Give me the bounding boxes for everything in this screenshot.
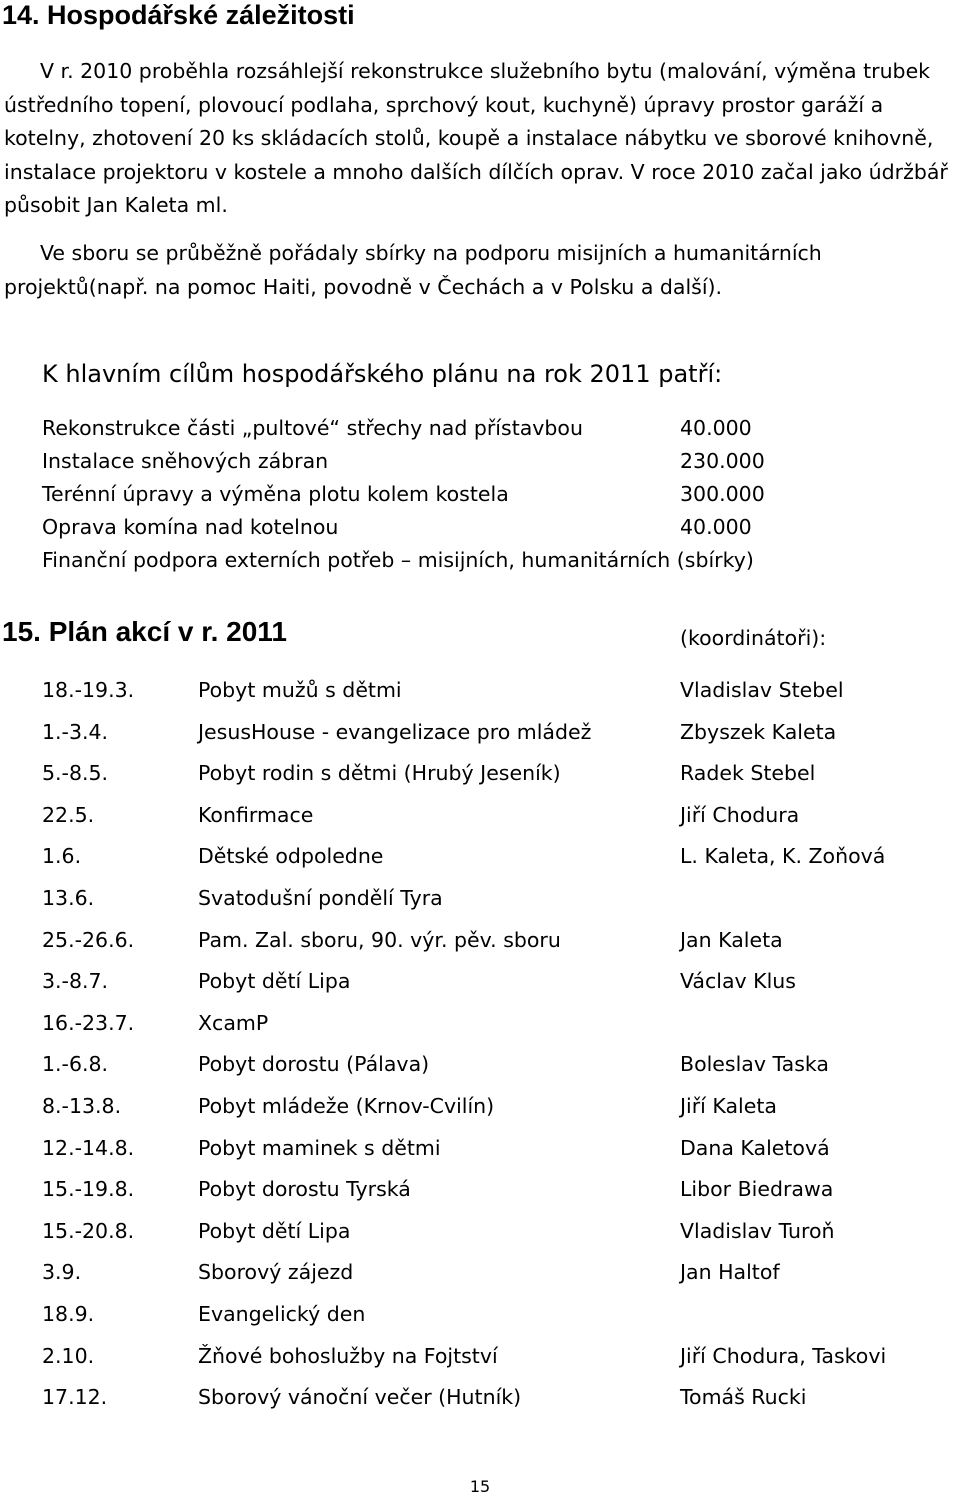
event-date: 1.6.	[42, 844, 82, 869]
event-date: 3.9.	[42, 1260, 82, 1285]
event-date: 25.-26.6.	[42, 927, 135, 952]
event-name: Pobyt rodin s dětmi (Hrubý Jeseník)	[198, 761, 561, 786]
event-date: 8.-13.8.	[42, 1093, 122, 1118]
event-row	[42, 755, 942, 797]
event-name: Pobyt maminek s dětmi	[198, 1135, 441, 1160]
event-name: Žňové bohoslužby na Fojtství	[198, 1343, 498, 1368]
event-name: Pobyt dorostu Tyrská	[198, 1177, 411, 1202]
event-date: 15.-20.8.	[42, 1218, 135, 1243]
section-14-paragraph-2	[4, 237, 956, 304]
event-date: 17.12.	[42, 1385, 108, 1410]
budget-item-label: Instalace sněhových zábran	[42, 449, 329, 473]
event-row	[42, 797, 942, 839]
budget-item	[42, 511, 942, 544]
section-14-heading: 14. Hospodářské záležitosti	[2, 0, 355, 30]
event-row	[42, 1296, 942, 1338]
budget-item-amount: 230.000	[680, 449, 765, 473]
event-coordinator: Jiří Chodura, Taskovi	[680, 1343, 887, 1368]
section-14-paragraph-1	[4, 55, 956, 223]
event-row	[42, 1254, 942, 1296]
event-row	[42, 963, 942, 1005]
event-coordinator: Vladislav Turoň	[680, 1218, 835, 1243]
event-row	[42, 672, 942, 714]
event-coordinator: L. Kaleta, K. Zoňová	[680, 844, 886, 869]
budget-item	[42, 412, 942, 445]
event-name: Konfirmace	[198, 802, 314, 827]
event-coordinator: Vladislav Stebel	[680, 678, 844, 702]
event-date: 16.-23.7.	[42, 1010, 135, 1035]
event-coordinator: Václav Klus	[680, 969, 796, 994]
event-row	[42, 880, 942, 922]
events-table	[42, 672, 942, 1421]
section-15-heading: 15. Plán akcí v r. 2011	[2, 616, 287, 647]
event-coordinator: Dana Kaletová	[680, 1135, 830, 1160]
budget-item-amount: 40.000	[680, 416, 752, 440]
event-row	[42, 838, 942, 880]
coordinators-column-label: (koordinátoři):	[680, 626, 827, 650]
event-name: Pobyt dorostu (Pálava)	[198, 1052, 430, 1077]
budget-list	[42, 412, 942, 577]
event-coordinator: Zbyszek Kaleta	[680, 719, 837, 744]
budget-item-amount: 300.000	[680, 482, 765, 506]
event-coordinator: Jiří Kaleta	[680, 1093, 777, 1118]
event-coordinator: Jiří Chodura	[680, 802, 800, 827]
event-date: 13.6.	[42, 885, 95, 910]
event-row	[42, 1338, 942, 1380]
event-coordinator: Boleslav Taska	[680, 1052, 829, 1077]
event-row	[42, 1379, 942, 1421]
event-name: Evangelický den	[198, 1301, 366, 1326]
budget-item-label: Oprava komína nad kotelnou	[42, 515, 339, 539]
event-row	[42, 1213, 942, 1255]
event-date: 2.10.	[42, 1343, 95, 1368]
event-name: Sborový vánoční večer (Hutník)	[198, 1385, 522, 1410]
paragraph-1-text: V r. 2010 proběhla rozsáhlejší rekonstrukce služebního bytu (malování, výměna trubek ústředního topení, plovoucí podlaha, sprchový kout, kuchyně) úpravy prostor garáží a kotelny, zhotovení 20 ks skládacích stolů, koupě a instalace nábytku ve sborové knihovně, instalace projektoru v kostele a mnoho dalších dílčích oprav. V roce 2010 začal jako údržbář působit Jan Kaleta ml.	[4, 59, 948, 217]
event-row	[42, 714, 942, 756]
budget-item-label: Terénní úpravy a výměna plotu kolem kostela	[42, 482, 509, 506]
event-date: 3.-8.7.	[42, 969, 109, 994]
event-name: Sborový zájezd	[198, 1260, 354, 1285]
budget-item	[42, 544, 942, 577]
page-number: 15	[469, 1477, 491, 1496]
event-coordinator: Libor Biedrawa	[680, 1177, 834, 1202]
event-row	[42, 1130, 942, 1172]
budget-item-label: Finanční podpora externích potřeb – misijních, humanitárních (sbírky)	[42, 548, 754, 572]
event-date: 5.-8.5.	[42, 761, 109, 786]
event-date: 22.5.	[42, 802, 95, 827]
event-coordinator: Jan Haltof	[680, 1260, 780, 1285]
event-row	[42, 1005, 942, 1047]
event-date: 18.-19.3.	[42, 678, 135, 702]
event-name: Pobyt mládeže (Krnov-Cvilín)	[198, 1093, 495, 1118]
economic-plan-title: K hlavním cílům hospodářského plánu na rok 2011 patří:	[42, 360, 723, 388]
budget-item-label: Rekonstrukce části „pultové“ střechy nad přístavbou	[42, 416, 583, 440]
event-name: Pobyt mužů s dětmi	[198, 678, 402, 702]
event-name: Dětské odpoledne	[198, 844, 384, 869]
paragraph-2-text: Ve sboru se průběžně pořádaly sbírky na podporu misijních a humanitárních projektů(např. na pomoc Haiti, povodně v Čechách a v Polsku a další).	[4, 241, 822, 299]
event-name: XcamP	[198, 1010, 269, 1035]
event-name: Pobyt dětí Lipa	[198, 969, 351, 994]
event-row	[42, 1171, 942, 1213]
event-name: Svatodušní pondělí Tyra	[198, 885, 443, 910]
event-date: 1.-6.8.	[42, 1052, 109, 1077]
event-date: 18.9.	[42, 1301, 95, 1326]
event-coordinator: Tomáš Rucki	[680, 1385, 807, 1410]
event-date: 15.-19.8.	[42, 1177, 135, 1202]
event-row	[42, 1046, 942, 1088]
event-date: 1.-3.4.	[42, 719, 109, 744]
event-coordinator: Radek Stebel	[680, 761, 816, 786]
budget-item	[42, 445, 942, 478]
budget-item-amount: 40.000	[680, 515, 752, 539]
event-name: Pam. Zal. sboru, 90. výr. pěv. sboru	[198, 927, 561, 952]
event-coordinator: Jan Kaleta	[680, 927, 783, 952]
event-row	[42, 1088, 942, 1130]
event-date: 12.-14.8.	[42, 1135, 135, 1160]
event-name: Pobyt dětí Lipa	[198, 1218, 351, 1243]
event-name: JesusHouse - evangelizace pro mládež	[198, 719, 592, 744]
event-row	[42, 922, 942, 964]
budget-item	[42, 478, 942, 511]
